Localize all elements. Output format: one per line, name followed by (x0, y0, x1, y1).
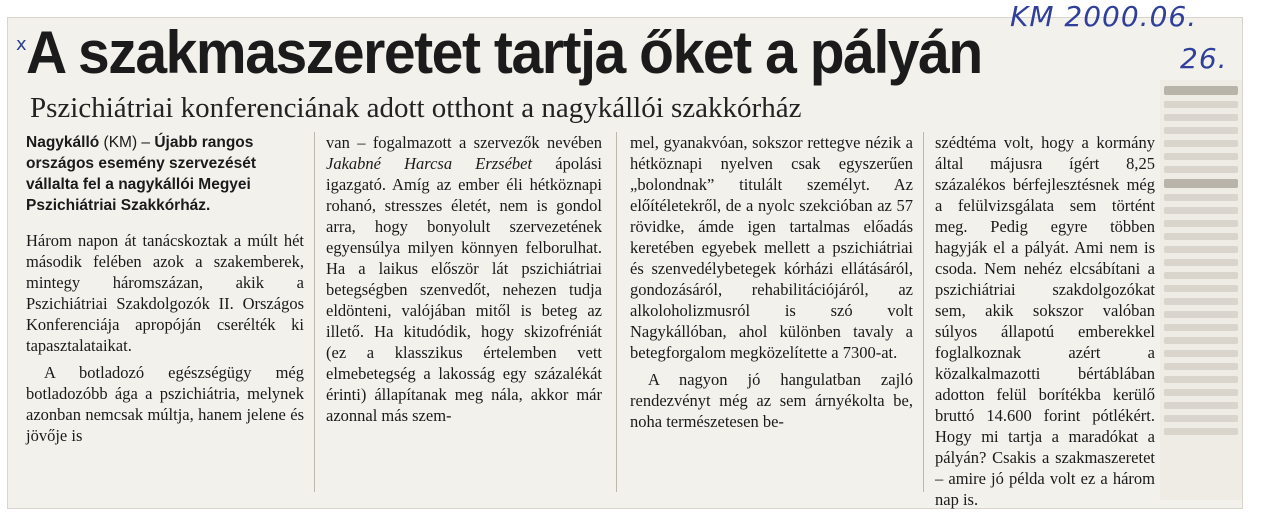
body-text: van – fogalmazott a szervezők nevében (326, 133, 602, 152)
article-headline: A szakmaszeretet tartja őket a pályán (26, 19, 982, 86)
dateline-source: (KM) – (103, 134, 151, 151)
handwritten-mark: x (16, 34, 27, 55)
body-paragraph: Három napon át tanácskoztak a múlt hét második felében azok a szakemberek, mintegy háromszázan, akik a Pszichiátriai Szakdolgozók II. Országos Konferenciája apropóján cserélték ki tapasztalataikat. (26, 231, 304, 355)
article-column-1 (26, 132, 304, 446)
quoted-person-name: Jakabné Harcsa Erzsébet (326, 154, 533, 173)
column-divider (616, 132, 617, 492)
handwritten-date-note-day: 26. (1180, 42, 1228, 75)
body-text: ápolási igazgató. Amíg az ember éli hétköznapi rohanó, stresszes életét, nem is gondol arra, hogy bonyolult szervezetének egyensúlya milyen könnyen felborulhat. Ha a laikus először lát pszichiátriai betegségben szenvedőt, nehezen tudja eldönteni, valójában mitől is beteg az illető. Ha kitudódik, hogy skizofréniát (ez a klasszikus értelemben vett elmebetegség a lakosság egy százalékát érinti) állapítanak meg nála, akkor már azonnal más szem- (326, 154, 602, 425)
article-subheadline: Pszichiátriai konferenciának adott otthont a nagykállói szakkórház (30, 92, 802, 124)
lead-text: Újabb rangos országos esemény szervezését vállalta fel a nagykállói Megyei Pszichiátriai Szakkórház. (26, 134, 257, 214)
body-paragraph: A nagyon jó hangulatban zajló rendezvényt még az sem árnyékolta be, noha természetesen be- (630, 370, 913, 431)
body-paragraph: mel, gyanakvóan, sokszor rettegve nézik a hétköznapi nyelven csak egyszerűen „bolondnak” titulált személyt. Az előítéletekről, de a nyolc szekcióban az 57 rövidke, ámde igen tartalmas előadás keretében egyebek mellett a pszichiátriai és szenvedélybetegek kórházi ellátásáról, gondozásáról, rehabilitációjáról, az alkoloholizmusról is szó volt Nagykállóban, ahol különben tavaly a betegforgalom megközelítette a 7300-at. (630, 133, 913, 362)
handwritten-date-note: KM 2000.06. (1010, 0, 1198, 33)
body-paragraph: A botladozó egészségügy még botladozóbb ága a pszichiátria, melynek azonban nemcsak múltja, hanem jelene és jövője is (26, 363, 304, 445)
column-divider (923, 132, 924, 492)
article-column-2 (326, 132, 602, 426)
body-paragraph (326, 132, 602, 426)
body-paragraph: szédtéma volt, hogy a kormány által májusra ígért 8,25 százalékos bérfejlesztésnek még a felülvizsgálata sem történt meg. Pedig egyre többen hagyják el a pályát. Ami nem is csoda. Nem nehéz elcsábítani a pszichiátriai szakdolgozókat sem, akik sokszor valóban súlyos állapotú emberekkel foglalkoznak azért a közalkalmazotti bértáblában adotton felül borítékba kerülő bruttó 14.600 forint pótlékért. Hogy mi tartja a maradókat a pályán? Csakis a szakmaszeretet – amire jó példa volt ez a három nap is. (935, 133, 1155, 509)
adjacent-article-fragment (1160, 80, 1242, 500)
article-column-3 (630, 132, 913, 432)
dateline-place: Nagykálló (26, 134, 100, 151)
article-column-4 (935, 132, 1155, 510)
article-lead (26, 132, 304, 216)
column-divider (314, 132, 315, 492)
